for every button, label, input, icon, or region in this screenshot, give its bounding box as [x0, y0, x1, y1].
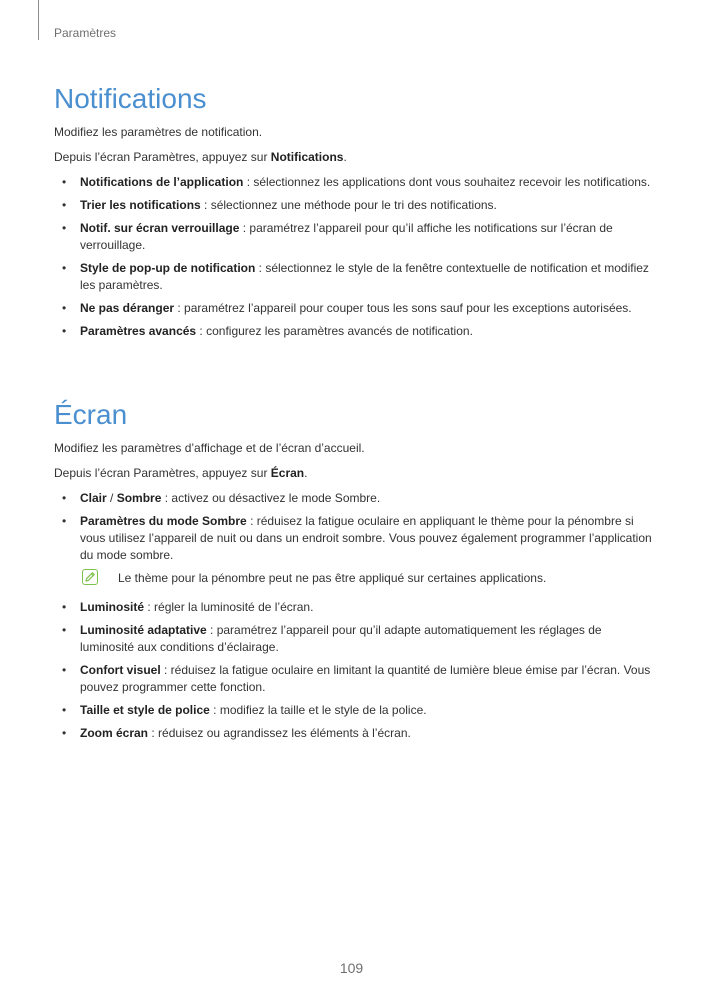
item-desc: : sélectionnez une méthode pour le tri des notifications. — [200, 198, 497, 212]
item-desc: : réduisez la fatigue oculaire en limitant la quantité de lumière bleue émise par l’écran. Vous pouvez programmer cette fonction. — [80, 663, 651, 694]
item-term: Luminosité — [80, 600, 145, 614]
page-number: 109 — [339, 960, 364, 976]
list-item — [54, 513, 654, 564]
item-term: Paramètres du mode Sombre — [80, 514, 247, 528]
item-term: Notif. sur écran verrouillage — [80, 221, 240, 235]
path-suffix: . — [343, 150, 347, 164]
note — [54, 570, 654, 587]
list-item — [54, 490, 654, 507]
item-term: Style de pop-up de notification — [80, 261, 256, 275]
item-term: Taille et style de police — [80, 703, 210, 717]
list-item — [54, 725, 654, 742]
item-desc: : paramétrez l’appareil pour qu’il adapte automatiquement les réglages de luminosité aux conditions d’éclairage. — [80, 623, 602, 654]
note-pencil-icon — [82, 569, 98, 585]
ecran-list-continued — [54, 599, 654, 742]
item-desc: : paramétrez l’appareil pour qu’il affiche les notifications sur l’écran de verrouillage. — [80, 221, 613, 252]
item-desc: : réduisez ou agrandissez les éléments à l’écran. — [148, 726, 411, 740]
notifications-title: Notifications — [54, 83, 207, 114]
item-desc: : paramétrez l’appareil pour couper tous les sons sauf pour les exceptions autorisées. — [174, 301, 632, 315]
item-term: Trier les notifications — [80, 198, 201, 212]
list-item — [54, 622, 654, 656]
list-item — [54, 300, 654, 317]
list-item — [54, 174, 654, 191]
list-item — [54, 260, 654, 294]
notifications-intro: Modifiez les paramètres de notification. — [54, 125, 263, 139]
path-suffix: . — [304, 466, 308, 480]
item-term: Notifications de l’application — [80, 175, 244, 189]
path-prefix: Depuis l’écran Paramètres, appuyez sur — [54, 150, 271, 164]
item-separator: / — [106, 491, 117, 505]
item-desc: : réduisez la fatigue oculaire en appliquant le thème pour la pénombre si vous utilisez l’appareil de nuit ou dans un endroit sombre. Vous pouvez également programmer l’application du mode sombre. — [80, 514, 652, 562]
list-item — [54, 662, 654, 696]
ecran-intro: Modifiez les paramètres d’affichage et de l’écran d’accueil. — [54, 441, 365, 455]
ecran-path — [54, 465, 654, 482]
item-term: Luminosité adaptative — [80, 623, 207, 637]
item-desc: : régler la luminosité de l’écran. — [144, 600, 314, 614]
list-item — [54, 323, 654, 340]
notifications-list — [54, 174, 654, 340]
list-item — [54, 599, 654, 616]
list-item — [54, 197, 654, 214]
ecran-title: Écran — [54, 399, 128, 430]
item-term: Sombre — [116, 491, 162, 505]
item-desc: : modifiez la taille et le style de la police. — [209, 703, 427, 717]
item-term: Clair — [80, 491, 107, 505]
list-item — [54, 220, 654, 254]
ecran-list — [54, 490, 654, 564]
path-target: Écran — [270, 466, 305, 480]
path-target: Notifications — [270, 150, 344, 164]
item-term: Zoom écran — [80, 726, 149, 740]
item-term: Ne pas déranger — [80, 301, 175, 315]
running-header: Paramètres — [54, 26, 117, 40]
item-desc: : configurez les paramètres avancés de notification. — [196, 324, 473, 338]
item-term: Confort visuel — [80, 663, 161, 677]
header-divider — [38, 0, 39, 40]
path-prefix: Depuis l’écran Paramètres, appuyez sur — [54, 466, 271, 480]
ecran-section — [54, 398, 654, 748]
notifications-path — [54, 149, 654, 166]
list-item — [54, 702, 654, 719]
item-desc: : sélectionnez les applications dont vous souhaitez recevoir les notifications. — [243, 175, 651, 189]
notifications-section — [54, 82, 654, 346]
item-desc: : activez ou désactivez le mode Sombre. — [161, 491, 381, 505]
item-desc: : sélectionnez le style de la fenêtre contextuelle de notification et modifiez les paramètres. — [80, 261, 649, 292]
note-text: Le thème pour la pénombre peut ne pas être appliqué sur certaines applications. — [118, 571, 547, 585]
item-term: Paramètres avancés — [80, 324, 197, 338]
